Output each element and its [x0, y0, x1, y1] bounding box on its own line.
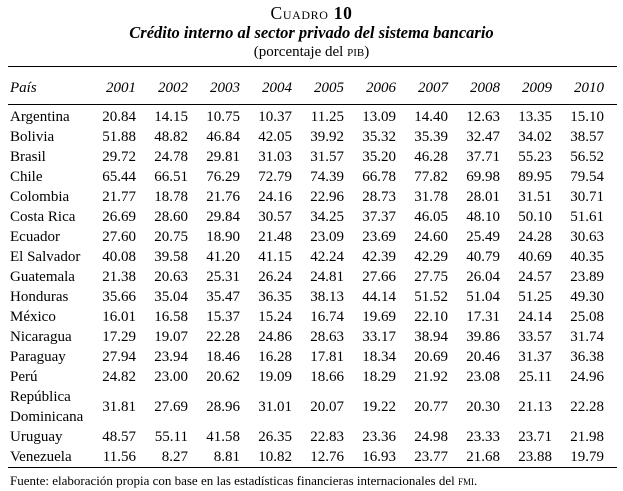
value-cell: 25.31 — [206, 269, 240, 285]
table-number: 10 — [333, 3, 353, 23]
value-cell: 44.14 — [362, 289, 396, 305]
country-cell: Paraguay — [10, 349, 66, 365]
value-cell: 16.58 — [154, 309, 188, 325]
value-cell: 20.63 — [154, 269, 188, 285]
value-cell: 34.02 — [518, 129, 552, 145]
value-cell: 21.92 — [414, 369, 448, 385]
value-cell: 69.98 — [466, 169, 500, 185]
value-cell: 23.33 — [466, 429, 500, 445]
value-cell: 35.66 — [102, 289, 136, 305]
table-row — [8, 267, 617, 287]
value-cell: 28.63 — [310, 329, 344, 345]
value-cell: 21.38 — [102, 269, 136, 285]
value-cell: 25.11 — [518, 369, 552, 385]
value-cell: 36.35 — [258, 289, 292, 305]
value-cell: 31.37 — [518, 349, 552, 365]
value-cell: 8.27 — [149, 447, 201, 468]
country-cell: México — [10, 309, 56, 325]
value-cell: 30.71 — [570, 189, 604, 205]
value-cell: 21.77 — [102, 189, 136, 205]
value-cell: 39.86 — [466, 329, 500, 345]
value-cell: 21.68 — [461, 447, 513, 468]
value-cell: 65.44 — [102, 169, 136, 185]
table-header-row — [8, 66, 617, 105]
value-cell: 28.60 — [154, 209, 188, 225]
subtitle-close: ) — [364, 44, 370, 60]
value-cell: 17.29 — [102, 329, 136, 345]
value-cell: 18.46 — [206, 349, 240, 365]
country-cell: Argentina — [10, 109, 70, 125]
value-cell: 30.63 — [570, 229, 604, 245]
value-cell: 46.05 — [414, 209, 448, 225]
value-cell: 19.69 — [362, 309, 396, 325]
value-cell: 51.04 — [466, 289, 500, 305]
table-label-word: Cuadro — [270, 3, 329, 23]
value-cell: 23.00 — [154, 369, 188, 385]
value-cell: 28.73 — [362, 189, 396, 205]
value-cell: 21.13 — [518, 399, 552, 415]
value-cell: 39.92 — [310, 129, 344, 145]
value-cell: 76.29 — [206, 169, 240, 185]
value-cell: 40.08 — [102, 249, 136, 265]
column-header-year: 2006 — [357, 66, 409, 105]
value-cell: 24.60 — [414, 229, 448, 245]
table-body — [8, 105, 617, 468]
value-cell: 31.78 — [414, 189, 448, 205]
value-cell: 12.63 — [466, 109, 500, 125]
value-cell: 13.35 — [518, 109, 552, 125]
country-cell: República Dominicana — [10, 389, 84, 425]
value-cell: 16.01 — [102, 309, 136, 325]
column-header-year: 2008 — [461, 66, 513, 105]
value-cell: 34.25 — [310, 209, 344, 225]
value-cell: 20.77 — [414, 399, 448, 415]
value-cell: 24.81 — [310, 269, 344, 285]
source-end: . — [473, 473, 478, 488]
value-cell: 30.57 — [258, 209, 292, 225]
value-cell: 27.69 — [154, 399, 188, 415]
value-cell: 23.71 — [518, 429, 552, 445]
value-cell: 26.69 — [102, 209, 136, 225]
value-cell: 20.46 — [466, 349, 500, 365]
value-cell: 19.07 — [154, 329, 188, 345]
value-cell: 48.10 — [466, 209, 500, 225]
value-cell: 48.82 — [154, 129, 188, 145]
value-cell: 41.20 — [206, 249, 240, 265]
value-cell: 26.35 — [258, 429, 292, 445]
value-cell: 38.13 — [310, 289, 344, 305]
country-cell: Costa Rica — [10, 209, 76, 225]
source-abbreviation: fmi — [457, 473, 474, 488]
value-cell: 36.38 — [570, 349, 604, 365]
value-cell: 24.28 — [518, 229, 552, 245]
value-cell: 17.31 — [466, 309, 500, 325]
table-row — [8, 387, 617, 427]
value-cell: 24.98 — [414, 429, 448, 445]
value-cell: 74.39 — [310, 169, 344, 185]
value-cell: 23.89 — [570, 269, 604, 285]
value-cell: 72.79 — [258, 169, 292, 185]
table-row — [8, 447, 617, 468]
value-cell: 28.96 — [206, 399, 240, 415]
country-cell: Venezuela — [8, 447, 97, 468]
value-cell: 10.37 — [258, 109, 292, 125]
value-cell: 35.39 — [414, 129, 448, 145]
country-cell: Honduras — [10, 289, 69, 305]
column-header-year: 2004 — [253, 66, 305, 105]
value-cell: 77.82 — [414, 169, 448, 185]
value-cell: 23.09 — [310, 229, 344, 245]
subtitle-abbreviation: pib — [347, 44, 365, 60]
value-cell: 55.11 — [154, 429, 188, 445]
value-cell: 89.95 — [518, 169, 552, 185]
value-cell: 13.09 — [362, 109, 396, 125]
value-cell: 23.88 — [513, 447, 565, 468]
value-cell: 18.78 — [154, 189, 188, 205]
table-label — [0, 3, 623, 23]
value-cell: 27.66 — [362, 269, 396, 285]
value-cell: 40.79 — [466, 249, 500, 265]
value-cell: 51.25 — [518, 289, 552, 305]
value-cell: 29.81 — [206, 149, 240, 165]
country-cell: Guatemala — [10, 269, 75, 285]
value-cell: 10.82 — [253, 447, 305, 468]
value-cell: 20.84 — [102, 109, 136, 125]
column-header-country: País — [8, 66, 97, 105]
value-cell: 37.37 — [362, 209, 396, 225]
value-cell: 16.74 — [310, 309, 344, 325]
table-row — [8, 147, 617, 167]
country-cell: Bolivia — [10, 129, 55, 145]
value-cell: 16.93 — [357, 447, 409, 468]
value-cell: 42.39 — [362, 249, 396, 265]
value-cell: 42.05 — [258, 129, 292, 145]
value-cell: 21.48 — [258, 229, 292, 245]
value-cell: 23.69 — [362, 229, 396, 245]
value-cell: 16.28 — [258, 349, 292, 365]
value-cell: 66.51 — [154, 169, 188, 185]
value-cell: 41.15 — [258, 249, 292, 265]
value-cell: 20.07 — [310, 399, 344, 415]
column-header-year: 2005 — [305, 66, 357, 105]
value-cell: 14.15 — [154, 109, 188, 125]
table-row — [8, 427, 617, 447]
value-cell: 41.58 — [206, 429, 240, 445]
value-cell: 29.72 — [102, 149, 136, 165]
value-cell: 35.32 — [362, 129, 396, 145]
value-cell: 35.04 — [154, 289, 188, 305]
column-header-year: 2003 — [201, 66, 253, 105]
value-cell: 10.75 — [206, 109, 240, 125]
value-cell: 51.52 — [414, 289, 448, 305]
value-cell: 20.30 — [466, 399, 500, 415]
value-cell: 42.24 — [310, 249, 344, 265]
value-cell: 37.71 — [466, 149, 500, 165]
value-cell: 31.74 — [570, 329, 604, 345]
value-cell: 18.34 — [362, 349, 396, 365]
value-cell: 22.28 — [570, 399, 604, 415]
value-cell: 11.25 — [310, 109, 344, 125]
value-cell: 29.84 — [206, 209, 240, 225]
value-cell: 51.88 — [102, 129, 136, 145]
value-cell: 33.57 — [518, 329, 552, 345]
table-row — [8, 247, 617, 267]
value-cell: 20.62 — [206, 369, 240, 385]
value-cell: 12.76 — [305, 447, 357, 468]
country-cell: Perú — [10, 369, 38, 385]
value-cell: 23.77 — [409, 447, 461, 468]
source-note — [10, 473, 477, 489]
table-row — [8, 327, 617, 347]
column-header-year: 2001 — [97, 66, 149, 105]
country-cell: El Salvador — [10, 249, 81, 265]
value-cell: 15.37 — [206, 309, 240, 325]
value-cell: 21.76 — [206, 189, 240, 205]
value-cell: 24.14 — [518, 309, 552, 325]
value-cell: 24.82 — [102, 369, 136, 385]
value-cell: 35.20 — [362, 149, 396, 165]
value-cell: 14.40 — [414, 109, 448, 125]
table-row — [8, 307, 617, 327]
value-cell: 23.94 — [154, 349, 188, 365]
value-cell: 8.81 — [201, 447, 253, 468]
value-cell: 48.57 — [102, 429, 136, 445]
table-subtitle — [0, 43, 623, 61]
value-cell: 31.81 — [102, 399, 136, 415]
subtitle-text: (porcentaje del — [253, 44, 348, 60]
value-cell: 50.10 — [518, 209, 552, 225]
value-cell: 40.69 — [518, 249, 552, 265]
column-header-year: 2010 — [565, 66, 617, 105]
value-cell: 24.78 — [154, 149, 188, 165]
table-row — [8, 227, 617, 247]
country-cell: Brasil — [10, 149, 46, 165]
value-cell: 22.28 — [206, 329, 240, 345]
value-cell: 79.54 — [570, 169, 604, 185]
column-header-year: 2009 — [513, 66, 565, 105]
country-cell: Chile — [10, 169, 43, 185]
value-cell: 24.16 — [258, 189, 292, 205]
value-cell: 28.01 — [466, 189, 500, 205]
value-cell: 26.24 — [258, 269, 292, 285]
country-cell: Nicaragua — [10, 329, 72, 345]
value-cell: 51.61 — [570, 209, 604, 225]
value-cell: 11.56 — [97, 447, 149, 468]
value-cell: 38.57 — [570, 129, 604, 145]
value-cell: 15.24 — [258, 309, 292, 325]
value-cell: 55.23 — [518, 149, 552, 165]
value-cell: 22.10 — [414, 309, 448, 325]
value-cell: 38.94 — [414, 329, 448, 345]
value-cell: 24.57 — [518, 269, 552, 285]
value-cell: 17.81 — [310, 349, 344, 365]
value-cell: 27.75 — [414, 269, 448, 285]
value-cell: 23.08 — [466, 369, 500, 385]
value-cell: 26.04 — [466, 269, 500, 285]
table-caption — [0, 3, 623, 61]
table-row — [8, 105, 617, 127]
value-cell: 22.96 — [310, 189, 344, 205]
country-cell: Ecuador — [10, 229, 60, 245]
value-cell: 66.78 — [362, 169, 396, 185]
value-cell: 42.29 — [414, 249, 448, 265]
table-row — [8, 347, 617, 367]
value-cell: 18.90 — [206, 229, 240, 245]
table-row — [8, 207, 617, 227]
value-cell: 23.36 — [362, 429, 396, 445]
value-cell: 49.30 — [570, 289, 604, 305]
value-cell: 40.35 — [570, 249, 604, 265]
country-cell: Uruguay — [10, 429, 63, 445]
value-cell: 18.66 — [310, 369, 344, 385]
value-cell: 27.94 — [102, 349, 136, 365]
value-cell: 31.01 — [258, 399, 292, 415]
value-cell: 25.49 — [466, 229, 500, 245]
value-cell: 31.03 — [258, 149, 292, 165]
value-cell: 20.75 — [154, 229, 188, 245]
table-row — [8, 127, 617, 147]
table-title: Crédito interno al sector privado del sistema bancario — [129, 23, 494, 42]
value-cell: 22.83 — [310, 429, 344, 445]
table-row — [8, 167, 617, 187]
table-row — [8, 287, 617, 307]
value-cell: 31.51 — [518, 189, 552, 205]
value-cell: 19.79 — [565, 447, 617, 468]
value-cell: 25.08 — [570, 309, 604, 325]
table-row — [8, 367, 617, 387]
value-cell: 20.69 — [414, 349, 448, 365]
value-cell: 32.47 — [466, 129, 500, 145]
value-cell: 19.09 — [258, 369, 292, 385]
value-cell: 19.22 — [362, 399, 396, 415]
value-cell: 33.17 — [362, 329, 396, 345]
data-table — [8, 66, 617, 468]
value-cell: 15.10 — [570, 109, 604, 125]
table-head — [8, 66, 617, 105]
value-cell: 18.29 — [362, 369, 396, 385]
value-cell: 35.47 — [206, 289, 240, 305]
value-cell: 31.57 — [310, 149, 344, 165]
value-cell: 24.86 — [258, 329, 292, 345]
table-row — [8, 187, 617, 207]
value-cell: 21.98 — [570, 429, 604, 445]
source-text: Fuente: elaboración propia con base en las estadísticas financieras internacionales del — [10, 473, 458, 488]
country-cell: Colombia — [10, 189, 70, 205]
value-cell: 24.96 — [570, 369, 604, 385]
column-header-year: 2007 — [409, 66, 461, 105]
column-header-year: 2002 — [149, 66, 201, 105]
value-cell: 39.58 — [154, 249, 188, 265]
value-cell: 27.60 — [102, 229, 136, 245]
value-cell: 56.52 — [570, 149, 604, 165]
value-cell: 46.84 — [206, 129, 240, 145]
value-cell: 46.28 — [414, 149, 448, 165]
